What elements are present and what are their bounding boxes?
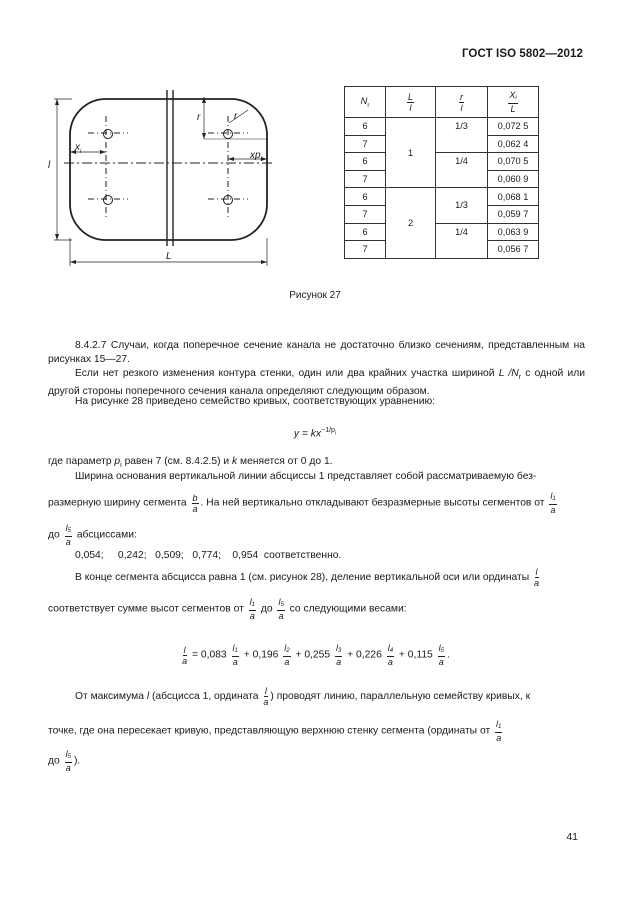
fraction-l-over-a: $\frac{l}{a}$: [534, 567, 540, 588]
fraction-l5-over-a: $\frac{l_5}{a}$: [65, 523, 71, 547]
figure-label-xi: $x_i$: [75, 142, 82, 155]
paragraph-intersection: точке, где она пересекает кривую, представляющую верхнюю стенку сегмента (ординаты от $\frac{l_1}{a}$: [48, 719, 502, 743]
table-row: 6 1 1/3 0,072 5: [345, 118, 539, 136]
page-number: 41: [566, 831, 578, 843]
table-row: 7 0,060 9: [345, 170, 539, 188]
dimension-r-arc: [229, 110, 248, 123]
hole-bottom-left: [104, 196, 113, 205]
table-row: 6 1/4 0,070 5: [345, 153, 539, 171]
header-r-over-l: $\frac{r}{l}$: [436, 87, 488, 118]
figure-label-L: L: [166, 251, 172, 262]
figure-27-drawing: [38, 88, 278, 268]
standard-header: ГОСТ ISO 5802—2012: [461, 48, 583, 60]
figure-label-xpi: $xp_i$: [250, 150, 262, 163]
table-header-row: [345, 87, 539, 118]
hole-top-left: [104, 130, 113, 139]
paragraph-fig28-intro: На рисунке 28 приведено семейство кривых, соответствующих уравнению:: [75, 396, 436, 407]
ratio-table: [344, 86, 539, 259]
channel-outline: [70, 99, 267, 240]
header-l-over-L: $\frac{L}{l}$: [386, 87, 436, 118]
paragraph-base-width-1: Ширина основания вертикальной линии абсциссы 1 представляет собой рассматриваемую без-: [75, 471, 537, 482]
paragraph-8427: 8.4.2.7 Случаи, когда поперечное сечение канала не достаточно близко сечениям, представленным на рисунках 15—27.: [48, 340, 585, 365]
table-row: 7 0,056 7: [345, 241, 539, 259]
figure-label-r: r: [197, 112, 201, 123]
header-xi-over-L: $\frac{X_i}{L}$: [488, 87, 539, 118]
equation-1: $y = kx^{-1/p_i}$: [293, 427, 337, 440]
paragraph-edge-segments: Если нет резкого изменения контура стенки, один или два крайних участка шириной L $/N_r$ с одной или другой стороны поперечного сечения канала определяют следующим образом.: [48, 368, 585, 398]
equation-2: $\frac{l}{a}$ = 0,083 $\frac{l_1}{a}$ + 0,196 $\frac{l_2}{a}$ + 0,255 $\frac{l_3}{a}$ + 0,226 $\frac{l_4}{a}$ + 0,115 $\frac{l_5}{a}$ .: [182, 643, 450, 667]
paragraph-maximum: От максимума l (абсцисса 1, ордината $\frac{l}{a}$ ) проводят линию, параллельную семейству кривых, к: [75, 686, 531, 707]
paragraph-intersection-end: до $\frac{l_5}{a}$ ).: [48, 749, 81, 773]
table-row: 6 1/4 0,063 9: [345, 223, 539, 241]
paragraph-segment-end: В конце сегмента абсцисса равна 1 (см. рисунок 28), деление вертикальной оси или ординаты $\frac{l}{a}$: [75, 567, 540, 588]
paragraph-abscissas: до $\frac{l_5}{a}$ абсциссами:: [48, 523, 137, 547]
paragraph-base-width-2: размерную ширину сегмента $\frac{b}{a}$ . На ней вертикально откладывают безразмерные высоты сегментов от $\frac{l_1}{a}$: [48, 491, 556, 515]
paragraph-parameter: где параметр $p_i$ равен 7 (см. 8.4.2.5) и k меняется от 0 до 1.: [48, 456, 333, 470]
header-n: $N_r$: [345, 87, 386, 118]
figure-caption: Рисунок 27: [289, 290, 341, 301]
table-row: 6 2 1/3 0,068 1: [345, 188, 539, 206]
table-row: 7 0,062 4: [345, 135, 539, 153]
paragraph-weights: соответствует сумме высот сегментов от $\frac{l_1}{a}$ до $\frac{l_5}{a}$ со следующими весами:: [48, 597, 407, 621]
values-list: 0,054; 0,242; 0,509; 0,774; 0,954 соответственно.: [75, 550, 342, 561]
figure-label-r2: r: [234, 111, 238, 122]
fraction-b-over-a: $\frac{b}{a}$: [192, 492, 198, 514]
fraction-l1-over-a: $\frac{l_1}{a}$: [550, 491, 556, 515]
table-row: 7 0,059 7: [345, 205, 539, 223]
figure-label-l: l: [48, 160, 51, 171]
